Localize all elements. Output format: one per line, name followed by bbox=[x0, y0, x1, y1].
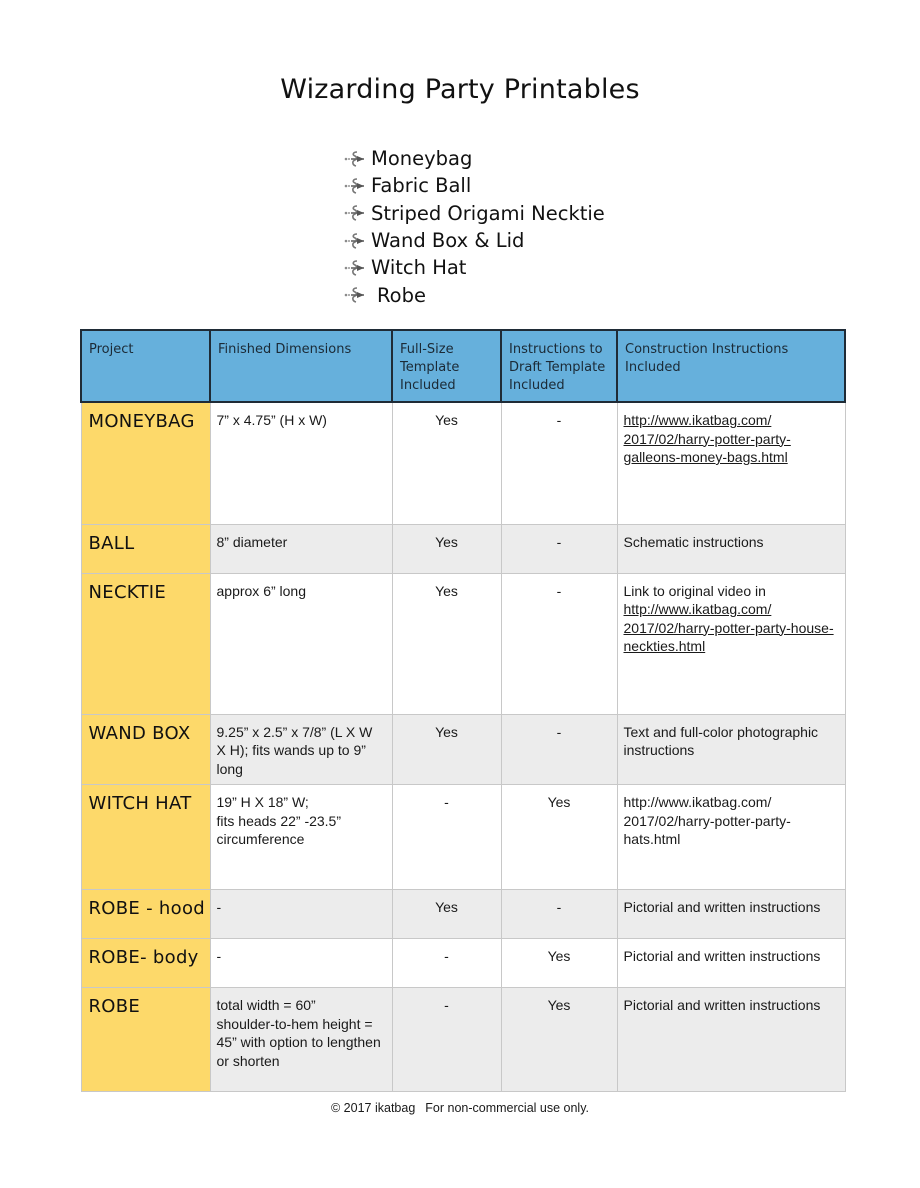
draft-instructions-cell: - bbox=[501, 714, 617, 785]
construction-prefix: Link to original video in bbox=[623, 582, 766, 599]
header-draft-instructions: Instructions to Draft Template Included bbox=[501, 330, 617, 402]
dimensions-cell bbox=[210, 988, 392, 1092]
draft-instructions-cell: - bbox=[501, 890, 617, 939]
table-header-row bbox=[81, 330, 845, 402]
dimensions-line: 19” H X 18” W; bbox=[216, 794, 309, 810]
table-row bbox=[81, 890, 845, 939]
header-project: Project bbox=[81, 330, 210, 402]
project-cell: ROBE - hood bbox=[81, 890, 210, 939]
header-construction-instructions: Construction Instructions Included bbox=[617, 330, 845, 402]
full-size-template-cell: - bbox=[392, 939, 501, 988]
draft-instructions-cell: - bbox=[501, 573, 617, 714]
bullet-label: Moneybag bbox=[371, 147, 473, 171]
construction-cell: Pictorial and written instructions bbox=[617, 890, 845, 939]
project-cell: WAND BOX bbox=[81, 714, 210, 785]
bullet-item-moneybag bbox=[343, 145, 605, 172]
dimensions-line: shoulder-to-hem height = 45” with option to lengthen or shorten bbox=[216, 1015, 381, 1069]
full-size-template-cell: Yes bbox=[392, 402, 501, 524]
draft-instructions-cell: Yes bbox=[501, 939, 617, 988]
draft-instructions-cell: - bbox=[501, 524, 617, 573]
bullet-label: Fabric Ball bbox=[371, 174, 472, 198]
dimensions-cell: - bbox=[210, 890, 392, 939]
draft-instructions-cell: - bbox=[501, 402, 617, 524]
table-row bbox=[81, 402, 845, 524]
project-cell: BALL bbox=[81, 524, 210, 573]
swirl-bullet-icon bbox=[343, 203, 369, 223]
swirl-bullet-icon bbox=[343, 285, 369, 305]
draft-instructions-cell: Yes bbox=[501, 785, 617, 890]
table-row bbox=[81, 939, 845, 988]
project-cell: ROBE bbox=[81, 988, 210, 1092]
dimensions-cell: 8” diameter bbox=[210, 524, 392, 573]
construction-cell: Schematic instructions bbox=[617, 524, 845, 573]
table-row bbox=[81, 573, 845, 714]
header-finished-dimensions: Finished Dimensions bbox=[210, 330, 392, 402]
bullet-item-wand-box bbox=[343, 227, 605, 254]
project-cell: MONEYBAG bbox=[81, 402, 210, 524]
construction-cell bbox=[617, 402, 845, 524]
project-cell: ROBE- body bbox=[81, 939, 210, 988]
usage-notice: For non-commercial use only. bbox=[425, 1101, 589, 1115]
full-size-template-cell: - bbox=[392, 988, 501, 1092]
footer bbox=[0, 1101, 920, 1115]
swirl-bullet-icon bbox=[343, 231, 369, 251]
full-size-template-cell: Yes bbox=[392, 524, 501, 573]
draft-instructions-cell: Yes bbox=[501, 988, 617, 1092]
construction-cell: Pictorial and written instructions bbox=[617, 939, 845, 988]
table-row bbox=[81, 524, 845, 573]
dimensions-line: fits heads 22” -23.5” circumference bbox=[216, 812, 342, 847]
construction-cell: Pictorial and written instructions bbox=[617, 988, 845, 1092]
necktie-instructions-link[interactable]: http://www.ikatbag.com/ 2017/02/harry-potter-party-house-neckties.html bbox=[623, 601, 834, 654]
printables-table bbox=[80, 329, 846, 1092]
table-row bbox=[81, 785, 845, 890]
dimensions-cell: 7” x 4.75” (H x W) bbox=[210, 402, 392, 524]
table-row bbox=[81, 714, 845, 785]
bullet-item-fabric-ball bbox=[343, 172, 605, 199]
project-bullet-list bbox=[343, 145, 605, 309]
full-size-template-cell: Yes bbox=[392, 890, 501, 939]
dimensions-cell bbox=[210, 785, 392, 890]
dimensions-cell: 9.25” x 2.5” x 7/8” (L X W X H); fits wands up to 9” long bbox=[210, 714, 392, 785]
bullet-label: Robe bbox=[377, 283, 426, 307]
bullet-item-necktie bbox=[343, 200, 605, 227]
swirl-bullet-icon bbox=[343, 258, 369, 278]
page-title: Wizarding Party Printables bbox=[280, 74, 640, 105]
dimensions-cell: approx 6” long bbox=[210, 573, 392, 714]
swirl-bullet-icon bbox=[343, 176, 369, 196]
bullet-item-robe bbox=[343, 281, 605, 308]
construction-cell: http://www.ikatbag.com/ 2017/02/harry-potter-party-hats.html bbox=[617, 785, 845, 890]
dimensions-cell: - bbox=[210, 939, 392, 988]
project-cell: WITCH HAT bbox=[81, 785, 210, 890]
full-size-template-cell: Yes bbox=[392, 714, 501, 785]
full-size-template-cell: - bbox=[392, 785, 501, 890]
bullet-label: Wand Box & Lid bbox=[371, 229, 525, 253]
construction-cell: Text and full-color photographic instructions bbox=[617, 714, 845, 785]
table-row bbox=[81, 988, 845, 1092]
construction-cell bbox=[617, 573, 845, 714]
bullet-item-witch-hat bbox=[343, 254, 605, 281]
moneybag-instructions-link[interactable]: http://www.ikatbag.com/ 2017/02/harry-potter-party-galleons-money-bags.html bbox=[623, 412, 791, 465]
header-full-size-template: Full-Size Template Included bbox=[392, 330, 501, 402]
bullet-label: Striped Origami Necktie bbox=[371, 201, 605, 225]
copyright-text: © 2017 ikatbag bbox=[331, 1101, 416, 1115]
bullet-label: Witch Hat bbox=[371, 256, 467, 280]
swirl-bullet-icon bbox=[343, 149, 369, 169]
full-size-template-cell: Yes bbox=[392, 573, 501, 714]
dimensions-line: total width = 60” bbox=[216, 997, 316, 1013]
project-cell: NECKTIE bbox=[81, 573, 210, 714]
